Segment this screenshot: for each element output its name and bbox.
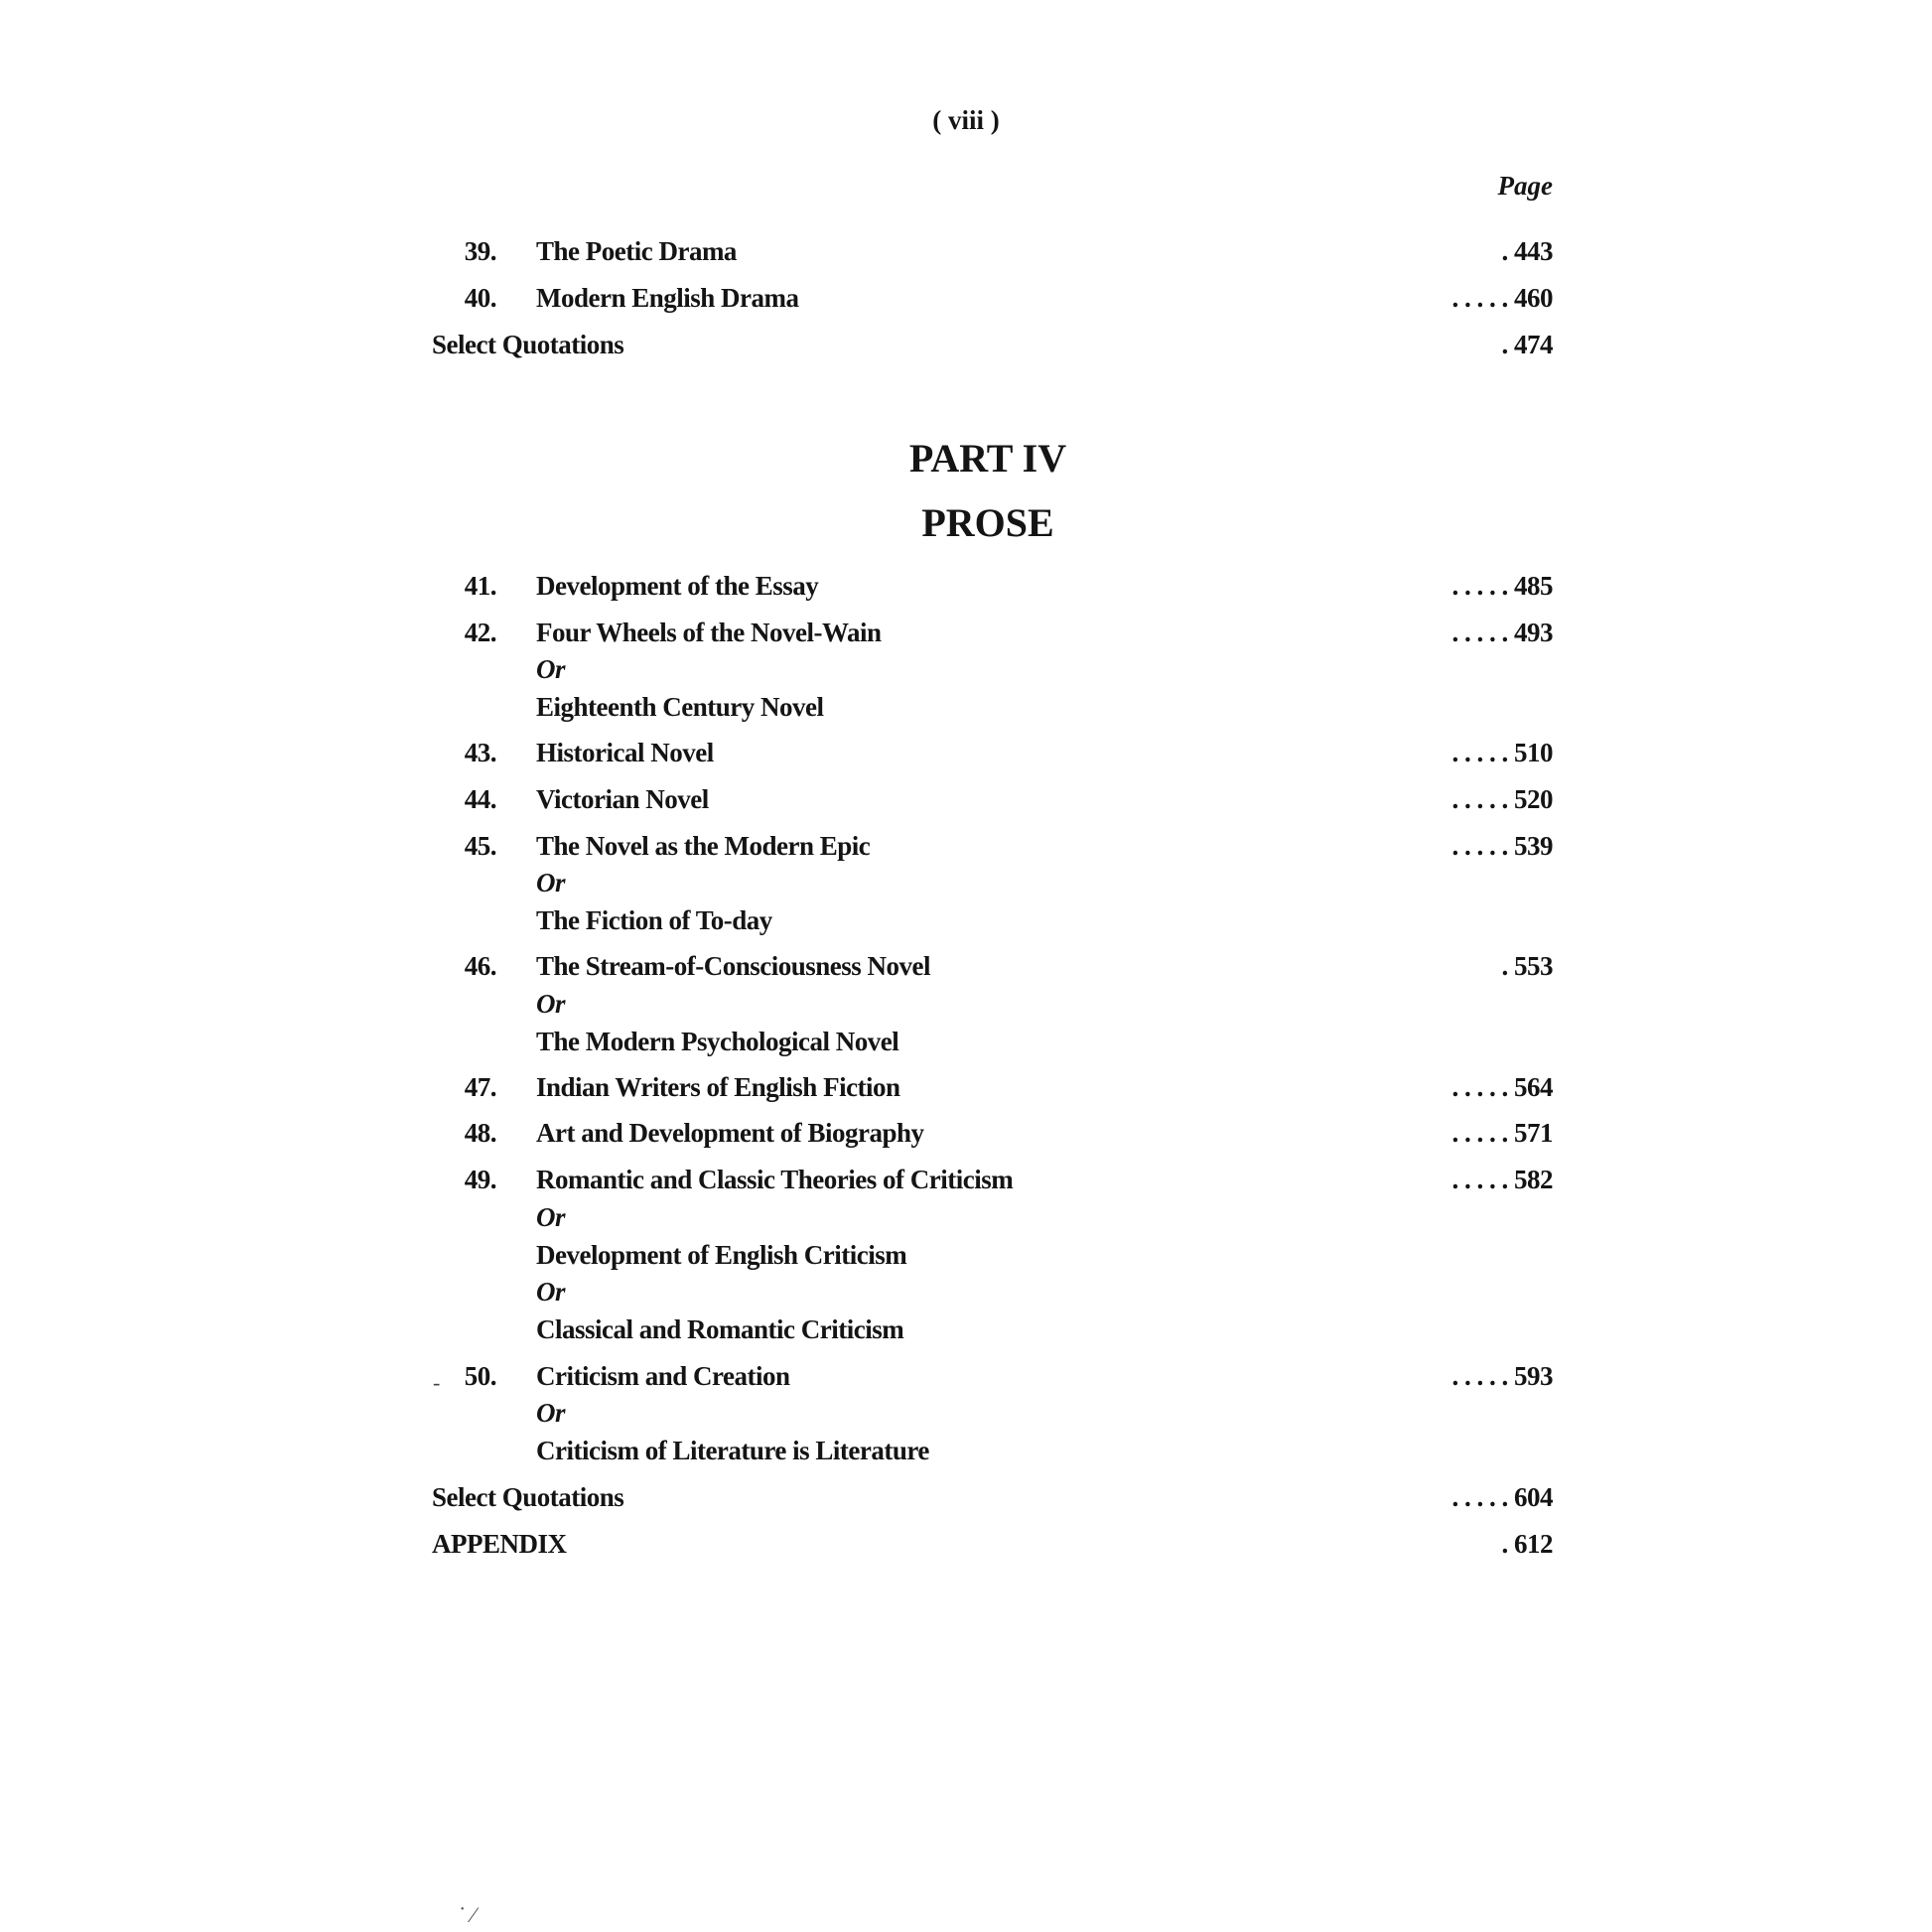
entry-page: . . . . . 564 [1451,1072,1553,1102]
entry-title: The Stream-of-Consciousness Novel [536,951,930,981]
entry-alt-title: Eighteenth Century Novel [536,692,824,722]
entry-title: Four Wheels of the Novel-Wain [536,618,882,647]
entry-page: . . . . . 460 [1451,283,1553,313]
entry-title: Select Quotations [432,330,624,359]
entry-or: Or [536,1398,566,1428]
entry-page: . 474 [1501,330,1553,359]
toc-entry [427,784,1553,820]
entry-number: 43. [464,738,496,767]
toc-entry [427,951,1553,987]
toc-entry [427,1118,1553,1154]
entry-page: . . . . . 493 [1451,618,1553,647]
toc-entry [427,571,1553,607]
entry-number: 46. [464,951,496,981]
entry-page: . . . . . 582 [1451,1165,1553,1194]
entry-alt-title: Classical and Romantic Criticism [536,1314,904,1344]
page-column-label: Page [1497,171,1553,201]
scan-speck: ˙ ⁄ [459,1902,476,1927]
entry-number: 40. [464,283,496,313]
toc-entry [427,1361,1553,1397]
toc-entry [427,831,1553,867]
entry-page: . . . . . 593 [1451,1361,1553,1391]
entry-page: . . . . . 571 [1451,1118,1553,1148]
entry-page: . . . . . 539 [1451,831,1553,861]
entry-number: 41. [464,571,496,601]
entry-number: 48. [464,1118,496,1148]
entry-page: . . . . . 520 [1451,784,1553,814]
toc-entry [427,1165,1553,1200]
entry-number: 39. [464,236,496,266]
entry-number: 50. [464,1361,496,1391]
entry-title: Romantic and Classic Theories of Criticism [536,1165,1014,1194]
part-heading: PART IV [908,436,1067,481]
entry-title: APPENDIX [432,1529,567,1559]
entry-number: 47. [464,1072,496,1102]
entry-title: The Novel as the Modern Epic [536,831,871,861]
entry-page: . 443 [1501,236,1553,266]
entry-page: . . . . . 604 [1451,1482,1553,1512]
entry-or: Or [536,654,566,684]
entry-title: Indian Writers of English Fiction [536,1072,900,1102]
entry-page: . 612 [1501,1529,1553,1559]
entry-page: . . . . . 510 [1451,738,1553,767]
part-subtitle: PROSE [921,500,1054,545]
entry-or: Or [536,868,566,897]
entry-title: Modern English Drama [536,283,799,313]
toc-entry [427,1529,1553,1565]
entry-number: 42. [464,618,496,647]
toc-entry [427,1072,1553,1108]
entry-alt-title: Development of English Criticism [536,1240,907,1270]
entry-title: Development of the Essay [536,571,819,601]
toc-entry [427,283,1553,319]
entry-or: Or [536,1277,566,1307]
entry-alt-title: Criticism of Literature is Literature [536,1436,929,1465]
entry-number: 45. [464,831,496,861]
entry-or: Or [536,989,566,1019]
toc-entry [427,738,1553,773]
entry-title: Select Quotations [432,1482,624,1512]
page-number: ( viii ) [932,105,1000,135]
entry-title: Victorian Novel [536,784,709,814]
entry-title: Art and Development of Biography [536,1118,924,1148]
entry-page: . . . . . 485 [1451,571,1553,601]
toc-entry [427,236,1553,272]
entry-number: 49. [464,1165,496,1194]
entry-page: . 553 [1501,951,1553,981]
entry-title: Criticism and Creation [536,1361,790,1391]
entry-title: The Poetic Drama [536,236,737,266]
scan-speck: - [433,1370,441,1395]
entry-alt-title: The Modern Psychological Novel [536,1027,899,1056]
toc-entry [427,618,1553,653]
entry-alt-title: The Fiction of To-day [536,905,772,935]
entry-number: 44. [464,784,496,814]
entry-title: Historical Novel [536,738,714,767]
toc-entry [427,330,1553,365]
entry-or: Or [536,1202,566,1232]
toc-entry [427,1482,1553,1518]
